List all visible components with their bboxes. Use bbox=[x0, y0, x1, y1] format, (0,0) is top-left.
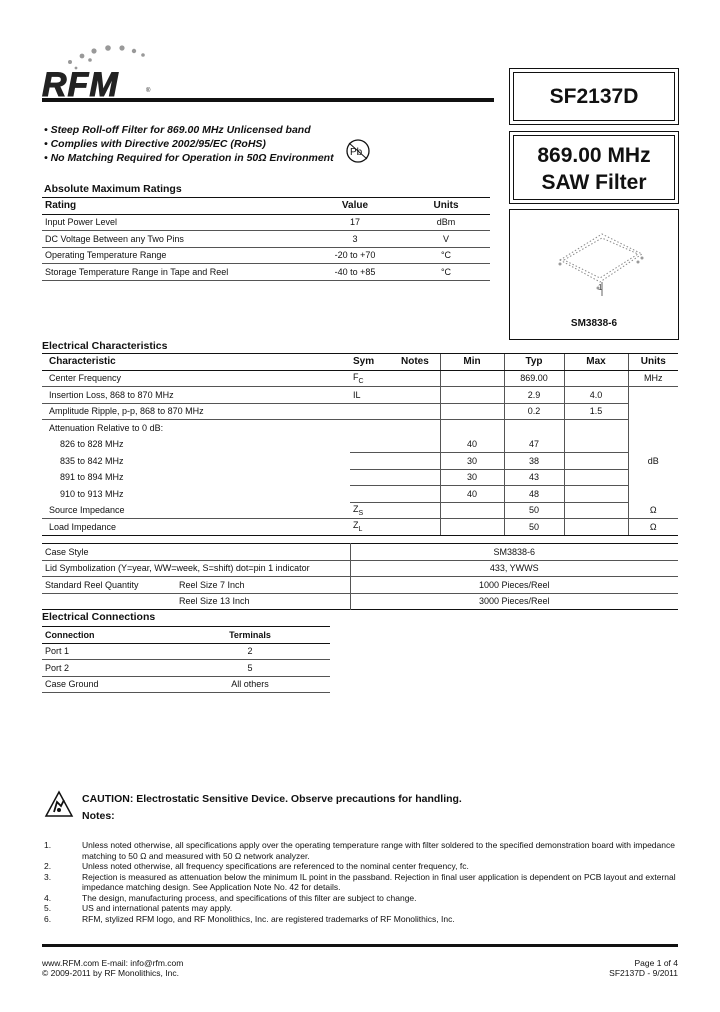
footer-doc: SF2137D - 9/2011 bbox=[609, 968, 678, 978]
max-cell bbox=[564, 519, 628, 536]
product-box bbox=[509, 131, 679, 204]
note-item: 1. Unless noted otherwise, all specifications apply over the operating temperature range with filter soldered to the specified demonstration board with impedance matching to 50 Ω and measured with 50 Ω network analyzer. bbox=[44, 840, 675, 861]
units-cell bbox=[628, 486, 678, 503]
sym-cell bbox=[350, 420, 398, 437]
part-number: SF2137D bbox=[549, 84, 639, 108]
electrical-title: Electrical Characteristics bbox=[42, 340, 168, 352]
notes-cell bbox=[398, 486, 440, 503]
notes-cell bbox=[398, 387, 440, 404]
char-cell: Insertion Loss, 868 to 870 MHz bbox=[42, 387, 350, 404]
char-cell: 910 to 913 MHz bbox=[60, 488, 124, 499]
product-type-title: SAW Filter bbox=[541, 171, 647, 194]
case-style-label: Case Style bbox=[42, 544, 350, 561]
col-characteristic: Characteristic bbox=[42, 354, 350, 371]
min-cell bbox=[440, 370, 504, 387]
feature-item: • No Matching Required for Operation in 50Ω Environment bbox=[44, 151, 334, 165]
char-cell: Attenuation Relative to 0 dB: bbox=[49, 423, 164, 433]
sym-cell: $F_C$ bbox=[350, 370, 398, 387]
char-cell: 835 to 842 MHz bbox=[60, 455, 124, 466]
svg-text:RFM: RFM bbox=[42, 66, 119, 98]
min-cell bbox=[440, 387, 504, 404]
max-cell bbox=[564, 453, 628, 470]
table-row: Port 2 5 bbox=[42, 660, 330, 677]
units-cell: Ω bbox=[628, 502, 678, 519]
col-value: Value bbox=[308, 198, 402, 215]
notes-cell bbox=[398, 436, 440, 453]
units-cell: MHz bbox=[628, 370, 678, 387]
max-cell: 1.5 bbox=[564, 403, 628, 420]
max-cell bbox=[564, 436, 628, 453]
note-item: 6. RFM, stylized RFM logo, and RF Monolithics, Inc. are registered trademarks of RF Monolithics, Inc. bbox=[44, 913, 455, 924]
char-cell: Load Impedance bbox=[42, 519, 350, 536]
col-units: Units bbox=[402, 198, 490, 215]
sym-cell bbox=[350, 486, 398, 503]
units-cell bbox=[628, 403, 678, 420]
reel13-value: 3000 Pieces/Reel bbox=[350, 593, 678, 610]
typ-cell: 2.9 bbox=[504, 387, 564, 404]
abs-max-title: Absolute Maximum Ratings bbox=[44, 183, 182, 195]
table-row: DC Voltage Between any Two Pins 3 V bbox=[42, 231, 490, 248]
table-row bbox=[42, 453, 678, 470]
rfm-logo bbox=[42, 42, 152, 98]
case-table bbox=[42, 543, 678, 610]
typ-cell: 43 bbox=[504, 469, 564, 486]
table-row bbox=[42, 420, 678, 437]
notes-cell bbox=[398, 453, 440, 470]
table-row: Storage Temperature Range in Tape and Reel -40 to +85 °C bbox=[42, 264, 490, 281]
typ-cell: 50 bbox=[504, 502, 564, 519]
package-image bbox=[550, 222, 650, 302]
col-rating: Rating bbox=[42, 198, 308, 215]
svg-text:®: ® bbox=[146, 88, 151, 94]
notes-cell bbox=[398, 502, 440, 519]
footer-left bbox=[42, 958, 183, 978]
sym-cell bbox=[350, 453, 398, 470]
frequency-title: 869.00 MHz bbox=[537, 144, 651, 167]
footer-copyright: © 2009-2011 by RF Monolithics, Inc. bbox=[42, 968, 179, 978]
typ-cell: 0.2 bbox=[504, 403, 564, 420]
note-item: 4. The design, manufacturing process, and specifications of this filter are subject to change. bbox=[44, 892, 417, 903]
typ-cell bbox=[504, 420, 564, 437]
min-cell bbox=[440, 403, 504, 420]
pb-free-icon bbox=[345, 138, 371, 164]
units-cell bbox=[628, 387, 678, 404]
svg-text:Pb: Pb bbox=[350, 147, 363, 158]
col-units: Units bbox=[628, 354, 678, 371]
units-cell: Ω bbox=[628, 519, 678, 536]
units-cell bbox=[628, 469, 678, 486]
max-cell: 4.0 bbox=[564, 387, 628, 404]
min-cell: 40 bbox=[440, 436, 504, 453]
typ-cell: 48 bbox=[504, 486, 564, 503]
table-row bbox=[42, 436, 678, 453]
notes-cell bbox=[398, 403, 440, 420]
max-cell bbox=[564, 420, 628, 437]
sym-cell: $Z_L$ bbox=[350, 519, 398, 536]
package-label: SM3838-6 bbox=[570, 318, 618, 329]
note-item: 3. Rejection is measured as attenuation below the minimum IL point in the passband. Rejection in final user application is dependent on PCB layout and external impedance matching design. See Application Note No. 42 for details. bbox=[44, 871, 676, 892]
col-typ: Typ bbox=[504, 354, 564, 371]
case-style-value: SM3838-6 bbox=[350, 544, 678, 561]
table-row: Operating Temperature Range -20 to +70 °C bbox=[42, 247, 490, 264]
col-notes: Notes bbox=[398, 354, 440, 371]
notes-cell bbox=[398, 519, 440, 536]
table-row: Input Power Level 17 dBm bbox=[42, 214, 490, 231]
max-cell bbox=[564, 469, 628, 486]
notes-cell bbox=[398, 469, 440, 486]
notes-list bbox=[44, 840, 684, 924]
min-cell bbox=[440, 420, 504, 437]
char-cell: Amplitude Ripple, p-p, 868 to 870 MHz bbox=[42, 403, 350, 420]
min-cell: 40 bbox=[440, 486, 504, 503]
esd-warning-icon bbox=[44, 790, 74, 820]
table-row bbox=[42, 519, 678, 536]
units-cell bbox=[628, 436, 678, 453]
svg-text:1: 1 bbox=[598, 283, 603, 292]
table-row bbox=[42, 370, 678, 387]
min-cell: 30 bbox=[440, 453, 504, 470]
table-row: Case Ground All others bbox=[42, 676, 330, 693]
max-cell bbox=[564, 486, 628, 503]
notes-title: Notes: bbox=[82, 810, 115, 822]
part-number-box bbox=[509, 68, 679, 125]
char-cell: Center Frequency bbox=[42, 370, 350, 387]
table-row bbox=[42, 403, 678, 420]
note-item: 5. US and international patents may apply. bbox=[44, 903, 233, 913]
col-min: Min bbox=[440, 354, 504, 371]
char-cell: Source Impedance bbox=[42, 502, 350, 519]
package-box bbox=[509, 209, 679, 340]
col-sym: Sym bbox=[350, 354, 398, 371]
footer-rule bbox=[42, 944, 678, 947]
reel7-value: 1000 Pieces/Reel bbox=[350, 577, 678, 594]
max-cell bbox=[564, 370, 628, 387]
footer-web: www.RFM.com E-mail: info@rfm.com bbox=[42, 958, 184, 968]
notes-cell bbox=[398, 420, 440, 437]
abs-max-table bbox=[42, 197, 490, 281]
note-item: 2. Unless noted otherwise, all frequency specifications are referenced to the nominal center frequency, fc. bbox=[44, 861, 469, 871]
lid-label: Lid Symbolization (Y=year, WW=week, S=shift) dot=pin 1 indicator bbox=[42, 560, 350, 577]
caution-text: CAUTION: Electrostatic Sensitive Device. Observe precautions for handling. bbox=[82, 793, 462, 805]
connections-title: Electrical Connections bbox=[42, 611, 156, 623]
reel-label: Standard Reel Quantity bbox=[42, 577, 176, 594]
feature-item: • Complies with Directive 2002/95/EC (RoHS) bbox=[44, 137, 334, 151]
table-row: Port 1 2 bbox=[42, 643, 330, 660]
typ-cell: 50 bbox=[504, 519, 564, 536]
notes-cell bbox=[398, 370, 440, 387]
connections-table: Connection Terminals Port 1 2 Port 2 5 Case Ground All others bbox=[42, 626, 330, 693]
units-cell bbox=[628, 420, 678, 437]
reel7-label: Reel Size 7 Inch bbox=[176, 577, 350, 594]
footer-page: Page 1 of 4 bbox=[634, 958, 678, 968]
footer-right bbox=[609, 958, 678, 978]
sym-cell bbox=[350, 469, 398, 486]
table-row bbox=[42, 469, 678, 486]
feature-list bbox=[44, 123, 334, 165]
typ-cell: 869.00 bbox=[504, 370, 564, 387]
electrical-table bbox=[42, 353, 678, 536]
header-rule bbox=[42, 98, 494, 102]
typ-cell: 38 bbox=[504, 453, 564, 470]
min-cell bbox=[440, 519, 504, 536]
reel13-label: Reel Size 13 Inch bbox=[179, 596, 250, 607]
table-row bbox=[42, 387, 678, 404]
min-cell bbox=[440, 502, 504, 519]
char-cell: 891 to 894 MHz bbox=[60, 472, 124, 483]
table-row bbox=[42, 486, 678, 503]
min-cell: 30 bbox=[440, 469, 504, 486]
feature-item: • Steep Roll-off Filter for 869.00 MHz Unlicensed band bbox=[44, 123, 334, 137]
lid-value: 433, YWWS bbox=[350, 560, 678, 577]
sym-cell: IL bbox=[350, 387, 398, 404]
units-cell: dB bbox=[628, 453, 678, 470]
sym-cell bbox=[350, 403, 398, 420]
sym-cell bbox=[350, 436, 398, 453]
char-cell: 826 to 828 MHz bbox=[60, 439, 124, 450]
sym-cell: $Z_S$ bbox=[350, 502, 398, 519]
col-max: Max bbox=[564, 354, 628, 371]
max-cell bbox=[564, 502, 628, 519]
typ-cell: 47 bbox=[504, 436, 564, 453]
table-row bbox=[42, 502, 678, 519]
